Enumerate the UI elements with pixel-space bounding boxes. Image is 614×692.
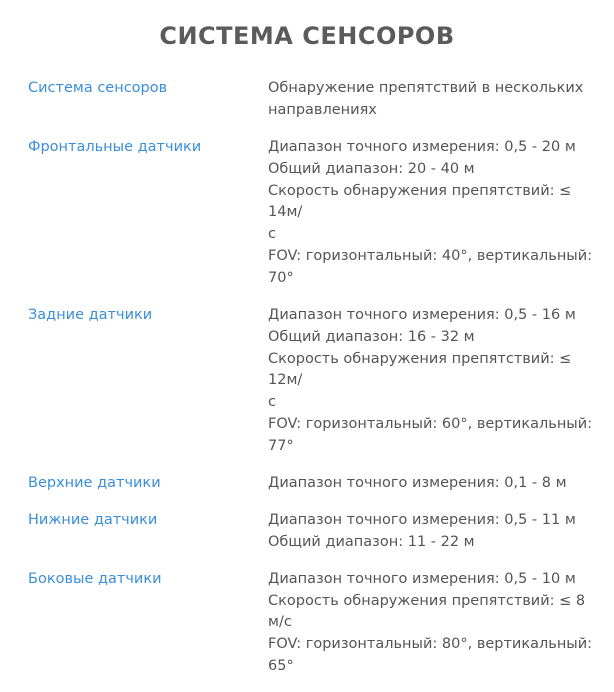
spec-values — [268, 472, 600, 494]
spec-values — [268, 136, 600, 289]
spec-values — [268, 304, 600, 457]
spec-value-line: Общий диапазон: 11 - 22 м — [268, 534, 475, 550]
spec-value-line: 77° — [268, 438, 294, 454]
spec-value-line: 65° — [268, 658, 294, 674]
spec-value-line: с — [268, 226, 276, 242]
spec-label: Система сенсоров — [28, 80, 168, 96]
spec-value-line: Диапазон точного измерения: 0,5 - 20 м — [268, 139, 576, 155]
spec-values — [268, 509, 600, 553]
spec-label: Задние датчики — [28, 307, 153, 323]
spec-value-line: Общий диапазон: 20 - 40 м — [268, 161, 475, 177]
spec-values — [268, 77, 600, 121]
spec-value-line: FOV: горизонтальный: 40°, вертикальный: — [268, 248, 593, 264]
spec-value-line: Диапазон точного измерения: 0,5 - 10 м — [268, 571, 576, 587]
spec-value-line: 70° — [268, 270, 294, 286]
spec-row — [28, 568, 600, 677]
spec-label: Нижние датчики — [28, 512, 158, 528]
spec-row — [28, 77, 600, 121]
spec-value-line: Скорость обнаружения препятствий: ≤ 12м/ — [268, 351, 572, 388]
spec-values — [268, 568, 600, 677]
page-title: СИСТЕМА СЕНСОРОВ — [159, 22, 455, 50]
spec-value-line: Диапазон точного измерения: 0,5 - 11 м — [268, 512, 576, 528]
spec-label: Верхние датчики — [28, 475, 161, 491]
spec-value-line: Скорость обнаружения препятствий: ≤ 14м/ — [268, 183, 572, 220]
spec-value-line: Скорость обнаружения препятствий: ≤ 8 м/с — [268, 593, 586, 630]
spec-value-line: с — [268, 394, 276, 410]
spec-value-line: Диапазон точного измерения: 0,1 - 8 м — [268, 475, 567, 491]
spec-label: Фронтальные датчики — [28, 139, 202, 155]
spec-table — [28, 77, 600, 692]
spec-value-line: Диапазон точного измерения: 0,5 - 16 м — [268, 307, 576, 323]
spec-label: Боковые датчики — [28, 571, 162, 587]
spec-row — [28, 472, 600, 494]
spec-value-line: Обнаружение препятствий в нескольких — [268, 80, 584, 96]
spec-value-line: направлениях — [268, 102, 377, 118]
spec-row — [28, 509, 600, 553]
spec-value-line: FOV: горизонтальный: 60°, вертикальный: — [268, 416, 593, 432]
spec-row — [28, 304, 600, 457]
spec-row — [28, 136, 600, 289]
spec-value-line: FOV: горизонтальный: 80°, вертикальный: — [268, 636, 593, 652]
spec-value-line: Общий диапазон: 16 - 32 м — [268, 329, 475, 345]
